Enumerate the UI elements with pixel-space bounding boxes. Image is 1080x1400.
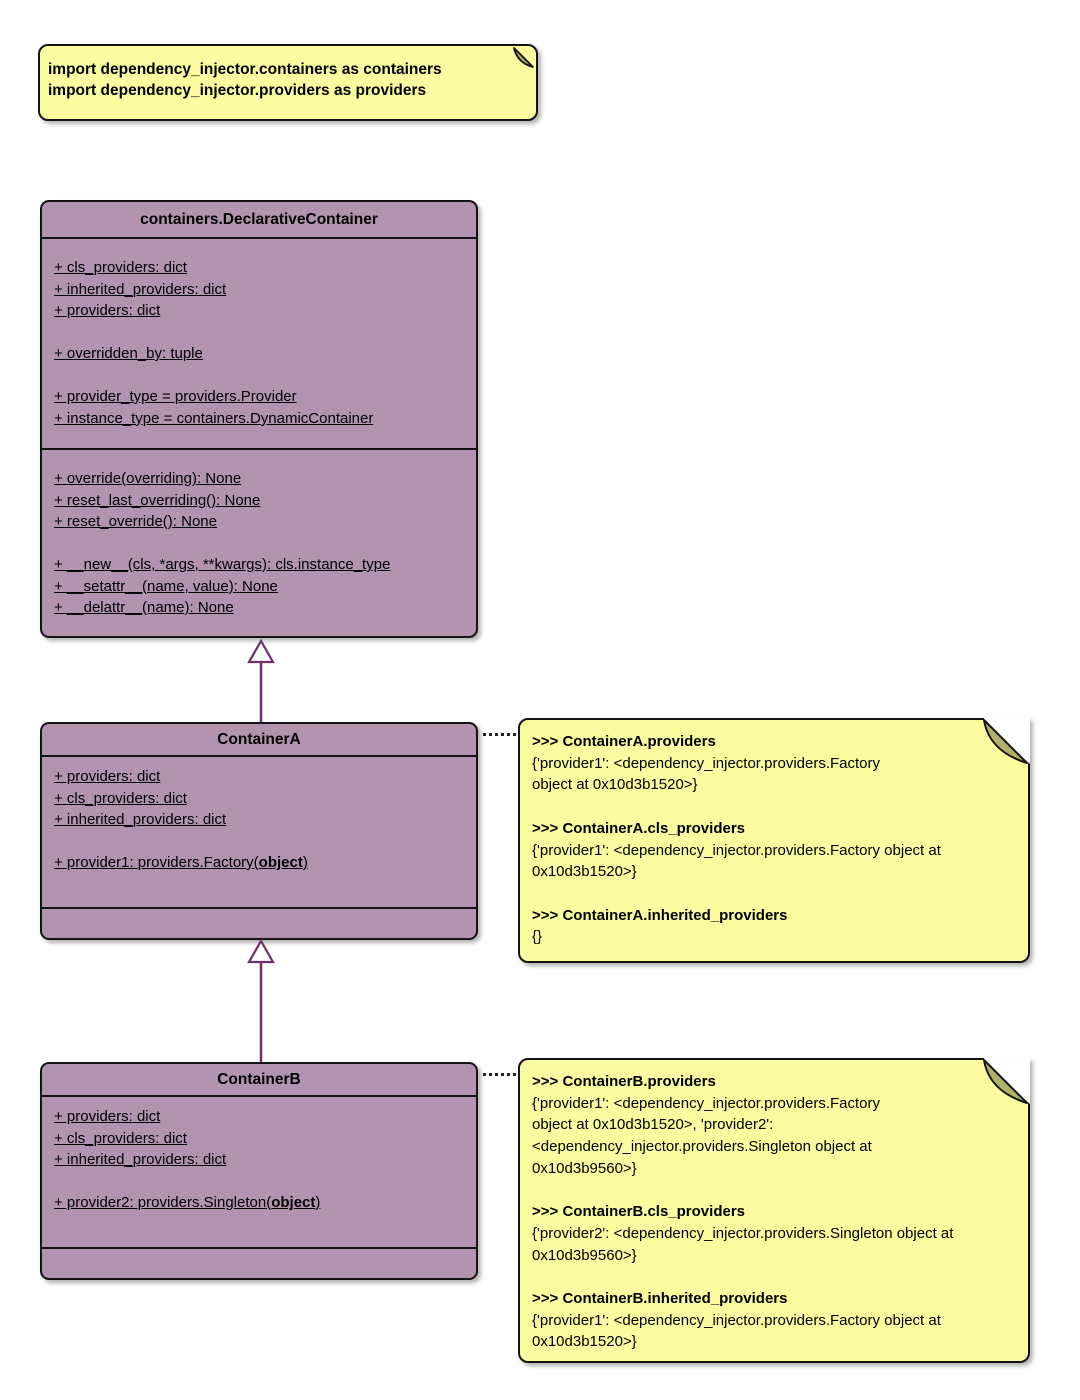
console-output: 0x10d3b9560>} — [532, 1159, 637, 1177]
class-container-a — [40, 722, 478, 940]
class-member: + provider_type = providers.Provider — [54, 388, 297, 405]
console-note-container-a — [518, 718, 1030, 963]
class-member: + overridden_by: tuple — [54, 345, 203, 362]
spacer — [54, 533, 464, 555]
console-command: >>> ContainerB.inherited_providers — [532, 1290, 788, 1307]
console-output: 0x10d3b9560>} — [532, 1246, 637, 1264]
class-attributes-section — [42, 755, 476, 907]
class-title: ContainerB — [217, 1071, 301, 1088]
class-method: + override(overriding): None — [54, 470, 242, 487]
class-member: + cls_providers: dict — [54, 1129, 187, 1147]
class-method: + __setattr__(name, value): None — [54, 577, 278, 595]
class-member: + providers: dict — [54, 1108, 161, 1125]
class-member: + cls_providers: dict — [54, 259, 187, 276]
class-methods-section — [42, 448, 476, 638]
console-command: >>> ContainerA.providers — [532, 733, 716, 750]
console-output: 0x10d3b1520>} — [532, 863, 637, 881]
member-text: ) — [315, 1194, 321, 1211]
class-member: + cls_providers: dict — [54, 789, 187, 807]
console-output: {'provider1': <dependency_injector.providers.Factory object at — [532, 841, 941, 859]
spacer — [54, 365, 464, 387]
class-member: + inherited_providers: dict — [54, 811, 227, 828]
class-member: + inherited_providers: dict — [54, 1151, 227, 1168]
spacer — [532, 883, 1016, 905]
console-command: >>> ContainerB.providers — [532, 1073, 716, 1090]
member-text: + provider2: providers.Singleton( — [54, 1194, 272, 1211]
note-connector — [483, 1073, 516, 1076]
console-output: {'provider1': <dependency_injector.providers.Factory — [532, 1094, 881, 1112]
spacer — [54, 1171, 464, 1193]
class-member: + providers: dict — [54, 768, 161, 785]
console-output: {'provider1': <dependency_injector.providers.Factory object at — [532, 1311, 941, 1329]
console-command: >>> ContainerA.inherited_providers — [532, 906, 788, 924]
spacer — [532, 1180, 1016, 1202]
console-output: object at 0x10d3b1520>} — [532, 776, 698, 794]
class-methods-section-empty — [42, 1247, 476, 1278]
class-attributes-section — [42, 1095, 476, 1247]
note-connector — [483, 733, 516, 736]
class-member: + providers: dict — [54, 302, 161, 319]
console-output: {} — [532, 928, 543, 946]
class-member-provider — [54, 852, 464, 874]
member-bold-text: object — [258, 854, 303, 871]
class-title: ContainerA — [217, 731, 301, 748]
console-output: {'provider2': <dependency_injector.providers.Singleton object at — [532, 1224, 954, 1242]
class-container-b — [40, 1062, 478, 1280]
class-declarative-container — [40, 200, 478, 638]
console-command: >>> ContainerA.cls_providers — [532, 819, 746, 837]
import-note — [38, 44, 538, 121]
member-text: + provider1: providers.Factory( — [54, 854, 259, 871]
console-output: <dependency_injector.providers.Singleton object at — [532, 1138, 872, 1156]
inheritance-arrow — [246, 639, 276, 723]
inheritance-arrow — [246, 939, 276, 1063]
class-method: + __delattr__(name): None — [54, 599, 234, 616]
spacer — [532, 1266, 1016, 1288]
class-title: containers.DeclarativeContainer — [140, 211, 378, 228]
class-member: + inherited_providers: dict — [54, 280, 227, 298]
class-member: + instance_type = containers.DynamicContainer — [54, 409, 374, 427]
console-output: 0x10d3b1520>} — [532, 1333, 637, 1351]
console-note-container-b — [518, 1058, 1030, 1363]
member-bold-text: object — [271, 1194, 316, 1211]
class-method: + __new__(cls, *args, **kwargs): cls.instance_type — [54, 556, 391, 573]
import-line: import dependency_injector.providers as providers — [48, 82, 427, 99]
member-text: ) — [302, 854, 308, 871]
spacer — [532, 796, 1016, 818]
class-methods-section-empty — [42, 907, 476, 938]
class-method: + reset_last_overriding(): None — [54, 491, 261, 509]
console-output: object at 0x10d3b1520>, 'provider2': — [532, 1116, 774, 1134]
console-command: >>> ContainerB.cls_providers — [532, 1203, 746, 1221]
import-line: import dependency_injector.containers as containers — [48, 61, 442, 78]
class-member-provider — [54, 1192, 464, 1214]
spacer — [54, 831, 464, 853]
class-attributes-section — [42, 237, 476, 448]
console-output: {'provider1': <dependency_injector.providers.Factory — [532, 754, 881, 772]
spacer — [54, 322, 464, 344]
class-method: + reset_override(): None — [54, 513, 217, 530]
